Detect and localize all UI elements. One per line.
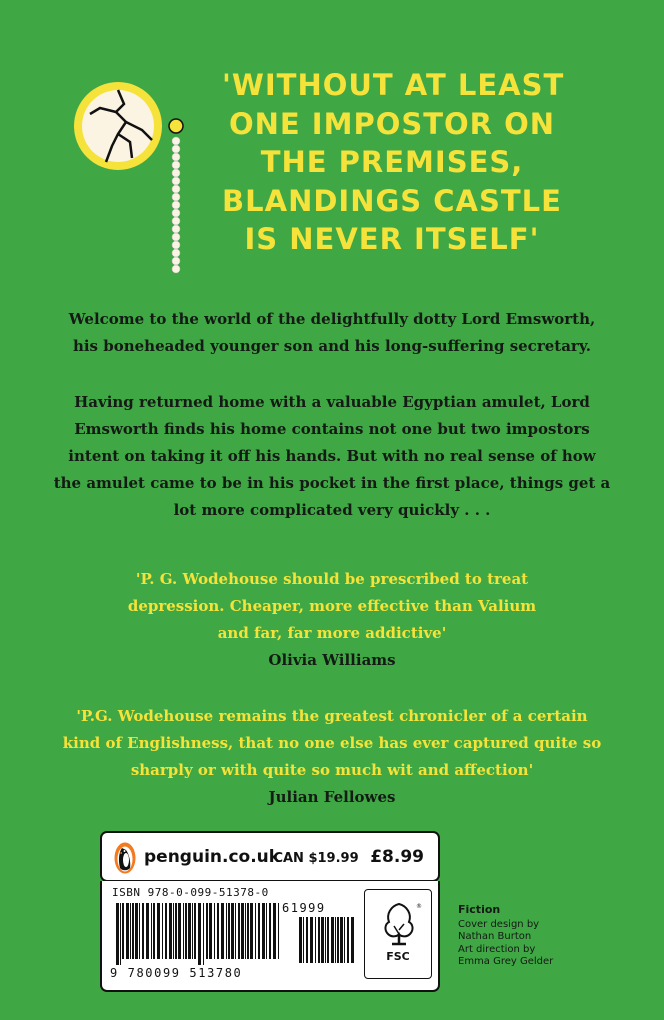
barcode-bar — [331, 917, 334, 963]
barcode-bar — [198, 903, 201, 965]
fsc-label: FSC — [386, 950, 410, 963]
barcode-bar — [214, 903, 215, 959]
barcode-bar — [183, 903, 184, 959]
barcode-box — [100, 881, 440, 992]
barcode-bar — [321, 917, 324, 963]
barcode-bar — [132, 903, 134, 959]
barcode-bar — [221, 903, 224, 959]
barcode-bar — [299, 917, 302, 963]
blurb-paragraph-1 — [40, 306, 624, 360]
barcode-bar — [192, 903, 193, 959]
headline-line: BLANDINGS CASTLE — [222, 183, 562, 218]
barcode-bar — [139, 903, 140, 959]
credit-line: Art direction by — [458, 943, 536, 955]
price-tags — [273, 847, 424, 867]
barcode-bar — [126, 903, 129, 959]
headline-line: THE PREMISES, — [260, 145, 524, 179]
blurb-line: Emsworth finds his home contains not one but two impostors — [74, 420, 590, 438]
barcode-bar — [151, 903, 152, 959]
barcode-bar — [238, 903, 240, 959]
barcode-bar — [303, 917, 304, 963]
credit-line: Cover design by — [458, 918, 540, 930]
barcode-bar — [157, 903, 160, 959]
review-quote-2 — [30, 703, 634, 811]
barcode-bar — [173, 903, 174, 959]
barcode-bar — [258, 903, 260, 959]
monocle-icon — [66, 78, 190, 278]
barcode-bar — [306, 917, 308, 963]
barcode-bar — [217, 903, 219, 959]
barcode-bar — [116, 903, 119, 965]
barcode-bar — [231, 903, 234, 959]
barcode-bar — [245, 903, 246, 959]
fsc-logo — [364, 889, 432, 979]
barcode-bar — [315, 917, 316, 963]
barcode-bar — [188, 903, 191, 959]
blurb-line: intent on taking it off his hands. But with no real sense of how — [68, 447, 596, 465]
barcode-bar — [226, 903, 227, 959]
barcode-bar — [142, 903, 144, 959]
quote-author: Julian Fellowes — [268, 788, 396, 806]
review-quote-1 — [30, 566, 634, 674]
barcode-bar — [122, 903, 124, 959]
barcode-bar — [250, 903, 253, 959]
barcode-bar — [175, 903, 177, 959]
barcode-bar — [178, 903, 181, 959]
barcode-bar — [335, 917, 336, 963]
barcode-bar — [165, 903, 167, 959]
barcode-bar — [185, 903, 187, 959]
headline-quote — [222, 66, 565, 259]
barcode-bar — [194, 903, 196, 959]
barcode-bar — [273, 903, 276, 959]
website-link[interactable]: penguin.co.uk — [144, 847, 281, 867]
blurb-line: Having returned home with a valuable Egyptian amulet, Lord — [74, 393, 590, 411]
addon-barcode-graphic — [299, 917, 355, 991]
barcode-bar — [228, 903, 230, 959]
barcode-bar — [325, 917, 326, 963]
svg-text:®: ® — [416, 903, 422, 910]
quote-line: 'P. G. Wodehouse should be prescribed to treat — [135, 570, 529, 588]
barcode-bar — [344, 917, 345, 963]
barcode-bar — [351, 917, 354, 963]
barcode-bar — [266, 903, 267, 959]
quote-line: and far, far more addictive' — [217, 624, 447, 642]
barcode-digits: 9 780099 513780 — [110, 966, 243, 980]
barcode-bar — [206, 903, 208, 959]
barcode-bar — [310, 917, 313, 963]
blurb-line: Welcome to the world of the delightfully dotty Lord Emsworth, — [68, 310, 596, 328]
quote-line: 'P.G. Wodehouse remains the greatest chronicler of a certain — [76, 707, 588, 725]
quote-line: sharply or with quite so much wit and affection' — [130, 761, 534, 779]
blurb-line: the amulet came to be in his pocket in the first place, things get a — [53, 474, 611, 492]
barcode-bar — [347, 917, 349, 963]
quote-author: Olivia Williams — [268, 651, 396, 669]
tree-icon — [376, 900, 422, 946]
genre-label: Fiction — [458, 903, 501, 916]
credit-line: Nathan Burton — [458, 931, 532, 942]
barcode-bar — [169, 903, 172, 959]
isbn-label: ISBN 978-0-099-51378-0 — [112, 886, 269, 899]
barcode-bar — [120, 903, 121, 965]
price-box — [100, 831, 440, 882]
barcode-bar — [262, 903, 265, 959]
barcode-bar — [340, 917, 343, 963]
barcode-bar — [327, 917, 329, 963]
penguin-logo-icon — [114, 842, 136, 874]
blurb-line: lot more complicated very quickly . . . — [173, 501, 491, 519]
barcode-graphic — [116, 903, 280, 965]
quote-line: depression. Cheaper, more effective than Valium — [127, 597, 537, 615]
headline-line: ONE IMPOSTOR ON — [228, 106, 556, 141]
barcode-bar — [203, 903, 204, 965]
blurb-paragraph-2 — [40, 389, 624, 524]
barcode-bar — [130, 903, 131, 959]
barcode-bar — [318, 917, 320, 963]
barcode-bar — [255, 903, 256, 959]
credit-line: Emma Grey Gelder — [458, 956, 554, 967]
addon-digits: 61999 — [282, 901, 326, 915]
barcode-bar — [241, 903, 244, 959]
barcode-bar — [337, 917, 339, 963]
barcode-bar — [146, 903, 149, 959]
blurb-line: his boneheaded younger son and his long-suffering secretary. — [72, 337, 592, 355]
barcode-bar — [235, 903, 236, 959]
barcode-bar — [162, 903, 163, 959]
credits — [458, 904, 553, 969]
barcode-bar — [278, 903, 279, 959]
price-can: CAN $19.99 — [273, 851, 359, 866]
headline-line: 'WITHOUT AT LEAST — [222, 68, 565, 102]
quote-line: kind of Englishness, that no one else has ever captured quite so — [62, 734, 602, 752]
barcode-bar — [209, 903, 212, 959]
price-gbp: £8.99 — [370, 847, 424, 867]
barcode-bar — [135, 903, 138, 959]
barcode-bar — [153, 903, 155, 959]
barcode-bar — [269, 903, 271, 959]
headline-line: IS NEVER ITSELF' — [244, 222, 540, 256]
barcode-bar — [247, 903, 249, 959]
